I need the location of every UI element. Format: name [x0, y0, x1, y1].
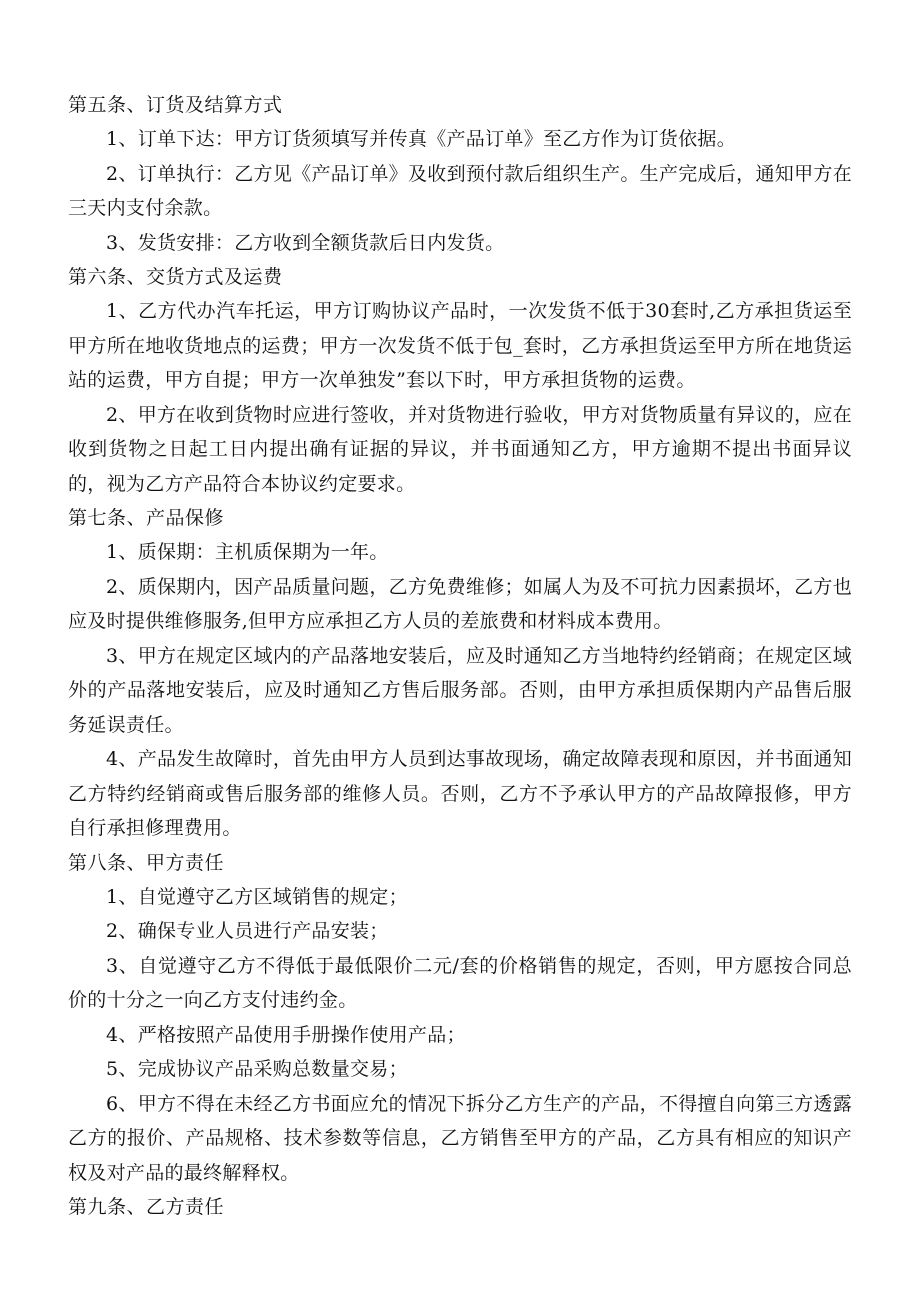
section-5: [68, 88, 852, 260]
clause-paragraph: 5、完成协议产品采购总数量交易；: [106, 1058, 408, 1080]
clause-paragraph: 6、甲方不得在未经乙方书面应允的情况下拆分乙方生产的产品，不得擅自向第三方透露乙方的报价、产品规格、技术参数等信息，乙方销售至甲方的产品，乙方具有相应的知识产权及对产品的最终解释权。: [68, 1092, 852, 1184]
clause-paragraph: 3、自觉遵守乙方不得低于最低限价二元/套的价格销售的规定，否则，甲方愿按合同总价的十分之一向乙方支付违约金。: [68, 954, 852, 1011]
clause-paragraph: 1、自觉遵守乙方区域销售的规定；: [106, 885, 408, 908]
clause-paragraph: 1、质保期：主机质保期为一年。: [106, 541, 389, 563]
section-heading: 第九条、乙方责任: [68, 1196, 225, 1218]
document-page: [68, 88, 852, 1224]
section-6: [68, 260, 852, 501]
clause-paragraph: 2、甲方在收到货物时应进行签收，并对货物进行验收，甲方对货物质量有异议的，应在收到货物之日起工日内提出确有证据的异议，并书面通知乙方，甲方逾期不提出书面异议的，视为乙方产品符合本协议约定要求。: [68, 403, 852, 495]
section-9: [68, 1190, 852, 1224]
clause-paragraph: 1、乙方代办汽车托运，甲方订购协议产品时，一次发货不低于30套时,乙方承担货运至甲方所在地收货地点的运费；甲方一次发货不低于包_套时，乙方承担货运至甲方所在地货运站的运费，甲方自提；甲方一次单独发”套以下时，甲方承担货物的运费。: [68, 300, 852, 391]
clause-paragraph: 4、产品发生故障时，首先由甲方人员到达事故现场，确定故障表现和原因，并书面通知乙方特约经销商或售后服务部的维修人员。否则，乙方不予承认甲方的产品故障报修，甲方自行承担修理费用。: [68, 748, 852, 839]
section-heading: 第六条、交货方式及运费: [68, 266, 283, 288]
clause-paragraph: 1、订单下达：甲方订货须填写并传真《产品订单》至乙方作为订货依据。: [106, 128, 736, 150]
clause-paragraph: 2、订单执行：乙方见《产品订单》及收到预付款后组织生产。生产完成后，通知甲方在三天内支付余款。: [68, 162, 852, 219]
section-8: [68, 846, 852, 1191]
clause-paragraph: 2、质保期内，因产品质量问题，乙方免费维修；如属人为及不可抗力因素损坏，乙方也应及时提供维修服务,但甲方应承担乙方人员的差旅费和材料成本费用。: [68, 575, 852, 632]
clause-paragraph: 3、发货安排：乙方收到全额货款后日内发货。: [106, 231, 505, 254]
section-heading: 第八条、甲方责任: [68, 851, 225, 874]
section-7: [68, 501, 852, 846]
clause-paragraph: 3、甲方在规定区域内的产品落地安装后，应及时通知乙方当地特约经销商；在规定区域外的产品落地安装后，应及时通知乙方售后服务部。否则，由甲方承担质保期内产品售后服务延误责任。: [68, 644, 852, 736]
clause-paragraph: 4、严格按照产品使用手册操作使用产品；: [106, 1023, 466, 1046]
section-heading: 第五条、订货及结算方式: [68, 94, 283, 116]
section-heading: 第七条、产品保修: [68, 507, 225, 529]
clause-paragraph: 2、确保专业人员进行产品安装；: [106, 920, 389, 942]
